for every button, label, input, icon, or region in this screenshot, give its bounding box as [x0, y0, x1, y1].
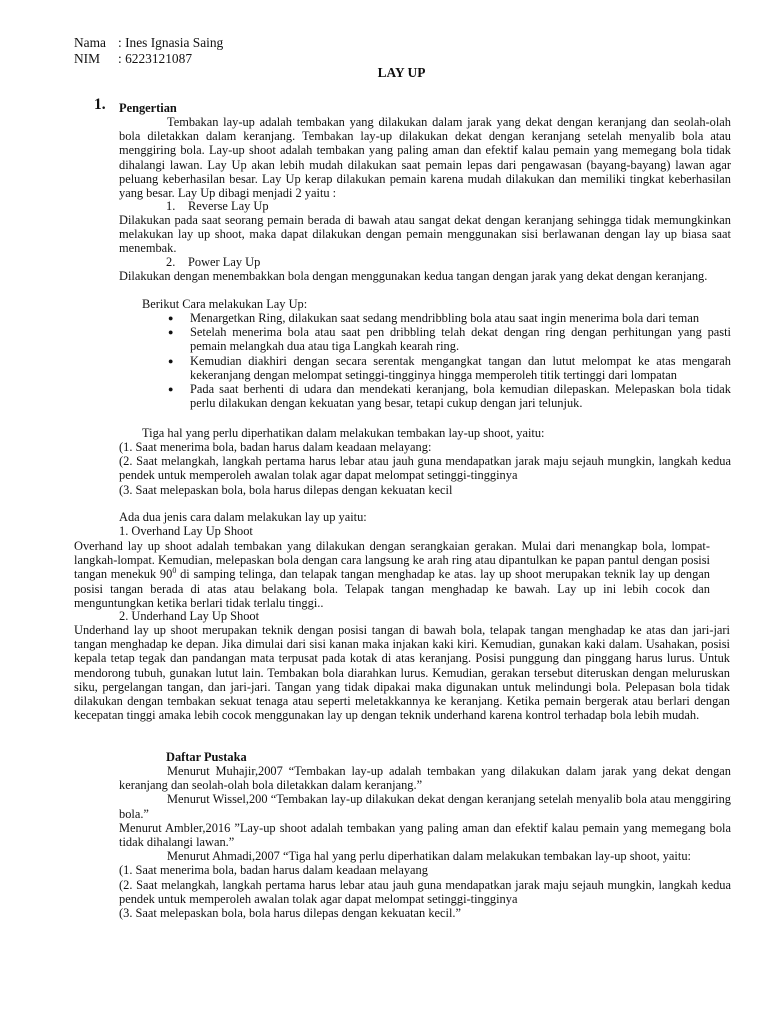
header-block [74, 35, 223, 66]
nim-value: : 6223121087 [118, 50, 193, 66]
nama-row [74, 35, 223, 51]
reference-subitem: (1. Saat menerima bola, badan harus dalam keadaan melayang [119, 863, 428, 878]
type2-label: Power Lay Up [188, 255, 261, 269]
nim-label: NIM [74, 50, 101, 66]
underhand-description: Underhand lay up shoot merupakan teknik dengan posisi tangan di bawah bola, telapak tangan menghadap ke atas dan jari-jari tangan menghadap ke depan. Jika dimulai dari sisi kanan maka injakan kaki kiri. Kemudian, gunakan kaki dalam. Usahakan, posisi kepala tetap tegak dan pandangan mata terpusat pada kotak di atas keranjang. Posisi punggung dan pinggang harus lurus. Untuk mendorong tubuh, gunakan lutut lain. Tembakan bola diarahkan lurus. Kemudian, gerakan tersebut diteruskan dengan meluruskan siku, pergelangan tangan, dan jari-jari. Tangan yang tidak dipakai maka digunakan untuk melindungi bola. Pelepasan bola tidak dilakukan dengan tembakan sekuat tenaga atau seperti meletakkannya ke keranjang. Ketika pemain bergerak atau berlari dengan kecepatan tinggi amaka lebih cocok menggunakan lay up dengan teknik underhand karena kontrol terhadap bola lebih mudah. [74, 623, 730, 723]
type2-number: 2. [166, 255, 176, 269]
list-item: ● Kemudian diakhiri dengan secara serentak mengangkat tangan dan lutut melompat ke atas mengarah kekeranjang dengan melompat setinggi-tingginya hingga memperoleh titik tertinggi dari lompatan [166, 354, 731, 382]
type1-label: Reverse Lay Up [188, 199, 269, 213]
list-item: ● Setelah menerima bola atau saat pen dribbling telah dekat dengan ring dengan perhitungan yang pasti pemain melangkah dua atau tiga Langkah kearah ring. [166, 325, 731, 353]
references-heading: Daftar Pustaka [166, 750, 247, 764]
reference-item: Menurut Ambler,2016 ”Lay-up shoot adalah tembakan yang paling aman dan efektif kalau pemain yang memegang bola tidak dihalangi lawan.” [119, 820, 731, 850]
list-item: (2. Saat melangkah, langkah pertama harus lebar atau jauh guna mendapatkan jarak maju sejauh mungkin, langkah kedua pendek untuk memperoleh awalan tolak agar dapat melompat setinggi-tingginya [119, 454, 731, 483]
type2-description: Dilakukan dengan menembakkan bola dengan menggunakan kedua tangan dengan jarak yang dekat dengan keranjang. [119, 269, 708, 283]
section-number: 1. [94, 96, 106, 113]
list-item: ● Pada saat berhenti di udara dan mendekati keranjang, bola kemudian dilepaskan. Melepaskan bola tidak perlu dilakukan dengan kekuatan yang besar, tetapi cukup dengan jari telunjuk. [166, 382, 731, 410]
intro-paragraph: Tembakan lay-up adalah tembakan yang dilakukan dalam jarak yang dekat dengan keranjang dan seolah-olah bola diletakkan dalam keranjang. Tembakan lay-up dilakukan dekat dengan keranjang setelah menyalib bola atau menggiring bola. Lay-up shoot adalah tembakan yang paling aman dan efektif kalau pemain yang memegang bola tidak dihalangi lawan. Lay Up akan lebih mudah dilakukan saat pemain lepas dari pengawasan (bayang-bayang) lawan agar peluang keberhasilan besar. Lay Up kerap dilakukan pemain karena mudah dilakukan dan memiliki tingkat keberhasilan yang besar. Lay Up dibagi menjadi 2 yaitu : [119, 115, 731, 201]
overhand-label: 1. Overhand Lay Up Shoot [119, 524, 253, 538]
three-intro: Tiga hal yang perlu diperhatikan dalam melakukan tembakan lay-up shoot, yaitu: [142, 426, 545, 440]
reference-item: Menurut Muhajir,2007 “Tembakan lay-up adalah tembakan yang dilakukan dalam jarak yang dekat dengan keranjang dan seolah-olah bola diletakkan dalam keranjang.” [119, 764, 731, 793]
two-types-intro: Ada dua jenis cara dalam melakukan lay up yaitu: [119, 510, 367, 524]
type1-row [166, 199, 269, 213]
nim-row [74, 51, 223, 67]
reference-subitem: (3. Saat melepaskan bola, bola harus dilepas dengan kekuatan kecil.” [119, 906, 461, 921]
list-item: (3. Saat melepaskan bola, bola harus dilepas dengan kekuatan kecil [119, 482, 453, 497]
steps-intro: Berikut Cara melakukan Lay Up: [142, 297, 308, 311]
reference-subitem: (2. Saat melangkah, langkah pertama harus lebar atau jauh guna mendapatkan jarak maju sejauh mungkin, langkah kedua pendek untuk memperoleh awalan tolak agar dapat melompat setinggi-tingginya [119, 877, 731, 906]
type1-description: Dilakukan pada saat seorang pemain berada di bawah atau sangat dekat dengan keranjang sehingga tidak memungkinkan melakukan lay up shoot, maka dapat dilakukan dengan pemain menggunakan sisi berlawanan dengan lay up biasa saat menembak. [119, 213, 731, 256]
steps-list [166, 311, 731, 410]
overhand-description [74, 539, 710, 610]
section-heading: Pengertian [119, 101, 177, 115]
overhand-text-b: di samping telinga, dan telapak tangan menghadap ke atas. lay up shoot merupakan teknik lay up dengan posisi tangan berada di atas atau belakang bola. Telapak tangan menghadap ke bawah. Lay up ini lebih cocok dan menguntungkan ketika berlari tidak terlalu tinggi.. [74, 567, 710, 610]
degree-superscript: 0 [172, 566, 177, 576]
list-item: ● Menargetkan Ring, dilakukan saat sedang mendribbling bola atau saat ingin menerima bola dari teman [166, 311, 731, 325]
type2-row [166, 255, 260, 269]
nama-value: : Ines Ignasia Saing [118, 35, 224, 50]
three-list [119, 440, 731, 497]
page-title: LAY UP [377, 65, 426, 80]
list-item: (1. Saat menerima bola, badan harus dalam keadaan melayang: [119, 440, 432, 454]
underhand-label: 2. Underhand Lay Up Shoot [119, 609, 260, 623]
reference-item: Menurut Wissel,200 “Tembakan lay-up dilakukan dekat dengan keranjang setelah menyalib bola atau menggiring bola.” [119, 792, 731, 821]
overhand-text-a: Overhand lay up shoot adalah tembakan yang dilakukan dengan serangkaian gerakan. Mulai dari menangkap bola, lompat-langkah-lompat. Kemudian, melepaskan bola dengan cara langsung ke arah ring atau dipantulkan ke papan pantul dengan posisi tangan menekuk 90 [74, 539, 710, 582]
nama-label: Nama [74, 35, 106, 50]
references-block [119, 764, 731, 920]
type1-number: 1. [166, 199, 176, 213]
reference-item: Menurut Ahmadi,2007 “Tiga hal yang perlu diperhatikan dalam melakukan tembakan lay-up shoot, yaitu: [167, 849, 691, 864]
